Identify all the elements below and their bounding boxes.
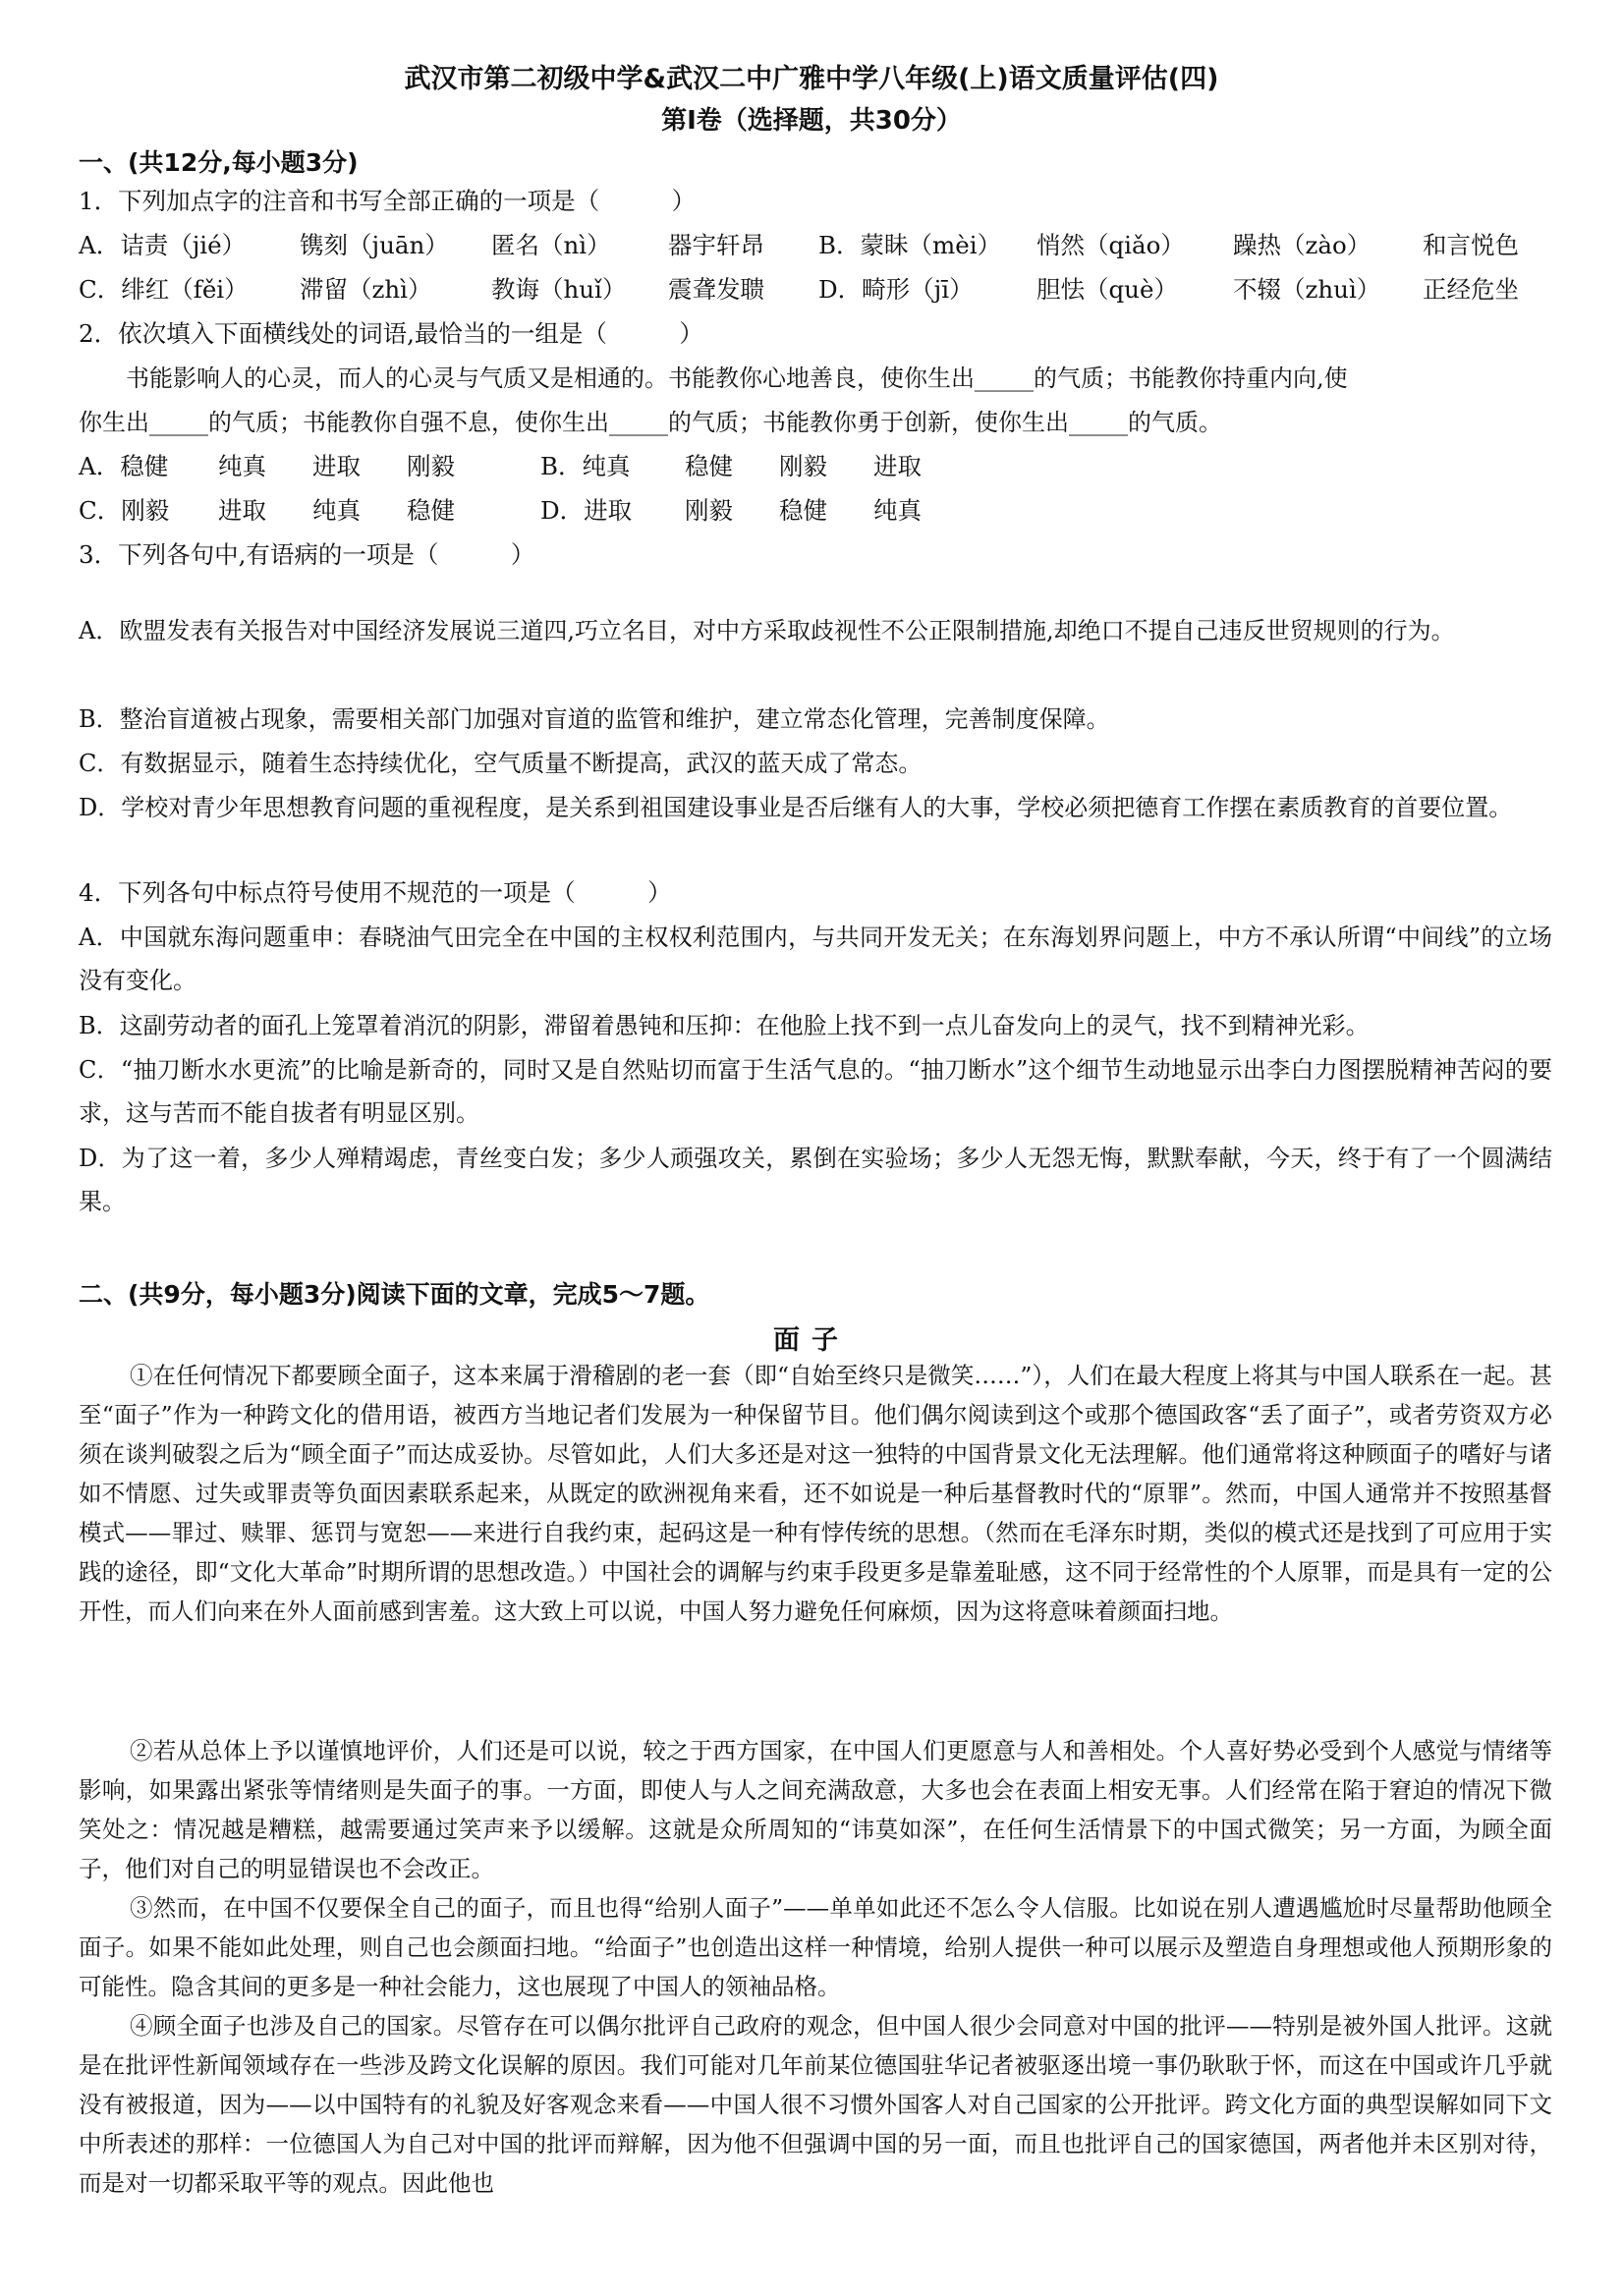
q3-option-b: B．整治盲道被占现象，需要相关部门加强对盲道的监管和维护，建立常态化管理，完善制度保障。: [79, 705, 1110, 733]
q1-option: 滞留（zhì）: [300, 275, 432, 304]
q1-option: 和言悦色: [1423, 231, 1519, 259]
q2-option: 进取: [218, 496, 266, 525]
q1-option: 镌刻（juān）: [300, 231, 449, 259]
q2-option: 纯真: [873, 496, 922, 525]
q3-option-c: C．有数据显示，随着生态持续优化，空气质量不断提高，武汉的蓝天成了常态。: [79, 750, 923, 777]
q1-option: 悄然（qiǎo）: [1036, 231, 1185, 259]
q2-option: 稳健: [407, 496, 455, 525]
article-paragraph: ①在任何情况下都要顾全面子，这本来属于滑稽剧的老一套（即“自始至终只是微笑……”），人们在最大程度上将其与中国人联系在一起。甚至“面子”作为一种跨文化的借用语，被西方当地记者们发展为一种保留节目。他们偶尔阅读到这个或那个德国政客“丢了面子”，或者劳资双方必须在谈判破裂之后为“顾全面子”而达成妥协。尽管如此，人们大多还是对这一独特的中国背景文化无法理解。他们通常将这种顾面子的嗜好与诸如不情愿、过失或罪责等负面因素联系起来，从既定的欧洲视角来看，还不如说是一种后基督教时代的“原罪”。然而，中国人通常并不按照基督模式——罪过、赎罪、惩罚与宽恕——来进行自我约束，起码这是一种有悖传统的思想。（然而在毛泽东时期，类似的模式还是找到了可应用于实践的途径，即“文化大革命”时期所谓的思想改造。）中国社会的调解与约束手段更多是靠羞耻感，这不同于经常性的个人原罪，而是具有一定的公开性，而人们向来在外人面前感到害羞。这大致上可以说，中国人努力避免任何麻烦，因为这将意味着颜面扫地。: [79, 1362, 1552, 1625]
q1-option: B．蒙眛（mèi）: [818, 231, 1002, 259]
q4-stem: 4．下列各句中标点符号使用不规范的一项是（ ）: [79, 878, 672, 907]
article-paragraph: ④顾全面子也涉及自己的国家。尽管存在可以偶尔批评自己政府的观念，但中国人很少会同意对中国的批评——特别是被外国人批评。这就是在批评性新闻领域存在一些涉及跨文化误解的原因。我们可能对几年前某位德国驻华记者被驱逐出境一事仍耿耿于怀，而这在中国或许几乎就没有被报道，因为——以中国特有的礼貌及好客观念来看——中国人很不习惯外国客人对自己国家的公开批评。跨文化方面的典型误解如同下文中所表述的那样：一位德国人为自己对中国的批评而辩解，因为他不但强调中国的另一面，而且也批评自己的国家德国，两者他并未区别对待，而是对一切都采取平等的观点。因此他也: [79, 2012, 1552, 2197]
q2-option: A．稳健: [79, 452, 169, 480]
q4-option-a: A．中国就东海问题重申：春晓油气田完全在中国的主权权利范围内，与共同开发无关；在东海划界问题上，中方不承认所谓“中间线”的立场没有变化。: [79, 924, 1552, 994]
q1-option: C．绯红（fěi）: [79, 275, 249, 304]
q3-stem: 3．下列各句中,有语病的一项是（ ）: [79, 540, 535, 569]
q1-stem: 1．下列加点字的注音和书写全部正确的一项是（ ）: [79, 187, 697, 215]
q4-option-c: C．“抽刀断水水更流”的比喻是新奇的，同时又是自然贴切而富于生活气息的。“抽刀断水”这个细节生动地显示出李白力图摆脱精神苦闷的要求，这与苦而不能自拔者有明显区别。: [79, 1056, 1552, 1127]
q2-option: 稳健: [685, 452, 733, 480]
q2-passage-line: 你生出_____的气质；书能教你自强不息，使你生出_____的气质；书能教你勇于创新，使你生出_____的气质。: [79, 409, 1222, 436]
q3-option-a: A．欧盟发表有关报告对中国经济发展说三道四,巧立名目，对中方采取歧视性不公正限制措施,却绝口不提自己违反世贸规则的行为。: [79, 617, 1455, 644]
q1-option: D．畸形（jī）: [818, 275, 974, 304]
q2-passage-line: 书能影响人的心灵，而人的心灵与气质又是相通的。书能教你心地善良，使你生出_____的气质；书能教你持重内向,使: [126, 364, 1348, 392]
section2-heading: 二、(共9分，每小题3分)阅读下面的文章，完成5～7题。: [79, 1280, 710, 1309]
q1-option: 震聋发聩: [668, 275, 764, 304]
q2-option: 纯真: [312, 496, 361, 525]
section1-heading: 一、(共12分,每小题3分): [79, 148, 359, 177]
exam-title: 武汉市第二初级中学&武汉二中广雅中学八年级(上)语文质量评估(四): [404, 64, 1219, 94]
q1-option: 教诲（huǐ）: [491, 275, 627, 304]
q2-option: 稳健: [779, 496, 827, 525]
q4-option-d: D．为了这一着，多少人殚精竭虑，青丝变白发；多少人顽强攻关，累倒在实验场；多少人无怨无悔，默默奉献，今天，终于有了一个圆满结果。: [79, 1145, 1552, 1215]
article-paragraph: ②若从总体上予以谨慎地评价，人们还是可以说，较之于西方国家，在中国人们更愿意与人和善相处。个人喜好势必受到个人感觉与情绪等影响，如果露出紧张等情绪则是失面子的事。一方面，即使人与人之间充满敌意，大多也会在表面上相安无事。人们经常在陷于窘迫的情况下微笑处之：情况越是糟糕，越需要通过笑声来予以缓解。这就是众所周知的“讳莫如深”，在任何生活情景下的中国式微笑；另一方面，为顾全面子，他们对自己的明显错误也不会改正。: [79, 1737, 1552, 1882]
q2-option: 纯真: [218, 452, 266, 480]
q2-stem: 2．依次填入下面横线处的词语,最恰当的一组是（ ）: [79, 319, 703, 348]
q1-option: 正经危坐: [1423, 275, 1519, 304]
q2-option: D．进取: [540, 496, 633, 525]
q3-option-d: D．学校对青少年思想教育问题的重视程度，是关系到祖国建设事业是否后继有人的大事，学校必须把德育工作摆在素质教育的首要位置。: [79, 794, 1513, 821]
q2-option: 刚毅: [407, 452, 455, 480]
q2-option: 刚毅: [685, 496, 733, 525]
exam-subtitle: 第Ⅰ卷（选择题，共30分）: [661, 106, 962, 136]
q2-option: C．刚毅: [79, 496, 170, 525]
q2-option: B．纯真: [540, 452, 631, 480]
q1-option: 躁热（zào）: [1233, 231, 1371, 259]
q2-option: 进取: [312, 452, 361, 480]
q1-option: 匿名（nì）: [491, 231, 611, 259]
q1-option: 不辍（zhuì）: [1233, 275, 1381, 304]
q4-option-b: B．这副劳动者的面孔上笼罩着消沉的阴影，滞留着愚钝和压抑：在他脸上找不到一点儿奋发向上的灵气，找不到精神光彩。: [79, 1012, 1370, 1039]
q2-option: 刚毅: [779, 452, 827, 480]
q1-option: 器宇轩昂: [668, 231, 764, 259]
q1-option: A．诘责（jié）: [79, 231, 247, 259]
q2-option: 进取: [873, 452, 922, 480]
q1-option: 胆怯（què）: [1036, 275, 1178, 304]
article-paragraph: ③然而，在中国不仅要保全自己的面子，而且也得“给别人面子”——单单如此还不怎么令人信服。比如说在别人遭遇尴尬时尽量帮助他顾全面子。如果不能如此处理，则自己也会颜面扫地。“给面子”也创造出这样一种情境，给别人提供一种可以展示及塑造自身理想或他人预期形象的可能性。隐含其间的更多是一种社会能力，这也展现了中国人的领袖品格。: [79, 1894, 1552, 2000]
article-title: 面子: [773, 1325, 850, 1356]
